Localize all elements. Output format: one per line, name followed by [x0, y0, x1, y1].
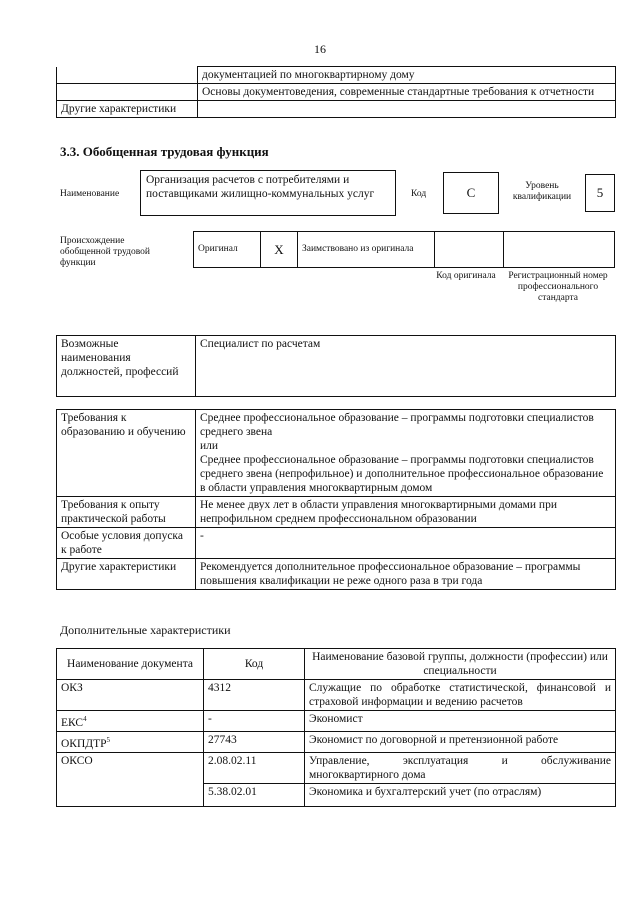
origin-label: Происхождение обобщенной трудовой функции — [60, 236, 150, 268]
top-table — [56, 66, 616, 118]
code-cell: 27743 — [204, 731, 305, 752]
doc-cell: ЕКС$^4$ — [57, 711, 204, 732]
level-label: Уровень квалификации — [512, 181, 572, 202]
header-group-name: Наименование базовой группы, должности (профессии) или специальности — [305, 649, 616, 680]
top-table-empty-cell — [57, 67, 198, 84]
requirement-line: Среднее профессиональное образование – программы подготовки специалистов среднего звена (непрофильное) и дополнительное профессиональное образование в области управления многоквартирным домом — [200, 454, 604, 494]
doc-cell: ОКПДТР$^5$ — [57, 731, 204, 752]
level-value-box — [585, 174, 615, 212]
section-title: 3.3. Обобщенная трудовая функция — [60, 144, 269, 159]
code-cell: 5.38.02.01 — [204, 783, 305, 806]
table-row — [57, 731, 616, 752]
table-row — [57, 711, 616, 732]
code-value-box — [443, 172, 499, 214]
reg-number-cell — [504, 232, 615, 268]
origin-table — [193, 231, 615, 268]
requirement-label: Другие характеристики — [57, 559, 196, 590]
header-code: Код — [204, 649, 305, 680]
name-value-box — [140, 170, 396, 216]
code-cell: - — [204, 711, 305, 732]
group-name-cell: Экономика и бухгалтерский учет (по отраслям) — [305, 783, 616, 806]
original-mark: X — [261, 232, 298, 268]
code-label: Код — [411, 189, 427, 199]
code-original-caption: Код оригинала — [436, 271, 496, 281]
name-value: Организация расчетов с потребителями и поставщиками жилищно-коммунальных услуг — [146, 174, 375, 200]
code-value: C — [466, 185, 476, 200]
group-name-cell: Управление, эксплуатация и обслуживание многоквартирного дома — [305, 752, 616, 783]
level-value: 5 — [596, 185, 604, 200]
positions-value: Специалист по расчетам — [196, 336, 616, 397]
doc-cell: ОКЗ — [57, 680, 204, 711]
top-table-empty-cell — [57, 84, 198, 101]
code-original-cell — [435, 232, 504, 268]
table-row — [57, 752, 616, 783]
borrowed-label: Заимствовано из оригинала — [298, 232, 435, 268]
table-header-row — [57, 649, 616, 680]
reg-number-caption: Регистрационный номер профессионального стандарта — [508, 271, 608, 303]
original-label: Оригинал — [194, 232, 261, 268]
requirement-label: Требования к опыту практической работы — [57, 497, 196, 528]
group-name-cell: Служащие по обработке статистической, финансовой и страховой информации и ведению расчетов — [305, 680, 616, 711]
requirement-value: Не менее двух лет в области управления многоквартирными домами при непрофильном среднем профессиональном образовании — [196, 497, 616, 528]
top-table-empty-cell — [198, 101, 616, 118]
code-cell: 2.08.02.11 — [204, 752, 305, 783]
table-row — [57, 680, 616, 711]
page-number: 16 — [314, 42, 326, 56]
positions-label: Возможные наименования должностей, профессий — [57, 336, 196, 397]
top-table-row2: Основы документоведения, современные стандартные требования к отчетности — [198, 84, 616, 101]
table-row — [57, 528, 616, 559]
group-name-cell: Экономист по договорной и претензионной работе — [305, 731, 616, 752]
additional-title: Дополнительные характеристики — [60, 623, 231, 637]
positions-table — [56, 335, 616, 397]
doc-cell: ОКСО — [57, 752, 204, 806]
requirement-label: Требования к образованию и обучению — [57, 410, 196, 497]
requirement-value: - — [196, 528, 616, 559]
group-name-cell: Экономист — [305, 711, 616, 732]
additional-table — [56, 648, 616, 807]
name-label: Наименование — [60, 189, 120, 199]
requirement-line: или — [200, 440, 219, 452]
code-cell: 4312 — [204, 680, 305, 711]
requirement-label: Особые условия допуска к работе — [57, 528, 196, 559]
requirement-line: Среднее профессиональное образование – программы подготовки специалистов среднего звена — [200, 412, 594, 438]
top-table-row1: документацией по многоквартирному дому — [198, 67, 616, 84]
requirement-value: Рекомендуется дополнительное профессиональное образование – программы повышения квалификации не реже одного раза в три года — [196, 559, 616, 590]
table-row — [57, 410, 616, 497]
table-row — [57, 559, 616, 590]
table-row — [57, 497, 616, 528]
requirements-table — [56, 409, 616, 590]
requirement-value — [196, 410, 616, 497]
header-document: Наименование документа — [57, 649, 204, 680]
top-table-label: Другие характеристики — [57, 101, 198, 118]
